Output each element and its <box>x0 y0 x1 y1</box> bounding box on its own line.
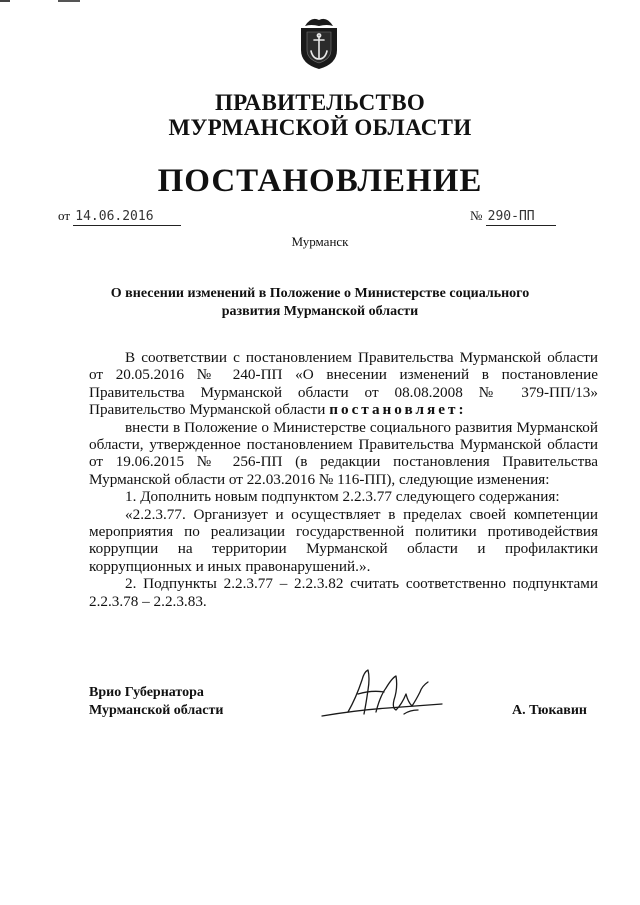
government-name-line2: МУРМАНСКОЙ ОБЛАСТИ <box>168 115 472 140</box>
scan-mark <box>0 0 10 2</box>
body-intro <box>89 349 598 419</box>
date-value: 14.06.2016 <box>73 209 181 226</box>
signatory-position <box>89 684 223 720</box>
document-type: ПОСТАНОВЛЕНИЕ <box>157 163 483 199</box>
scan-mark <box>58 0 80 2</box>
body-item-1-quote: «2.2.3.77. Организует и осуществляет в пределах своей компетенции мероприятия по реализации государственной политики противодействия коррупции на территории Мурманской области и профилактики коррупционных и иных правонарушений.». <box>89 505 598 575</box>
number-block <box>470 208 556 226</box>
government-name-line1: ПРАВИТЕЛЬСТВО <box>214 90 426 115</box>
document-subject: О внесении изменений в Положение о Министерстве социального развития Мурманской области <box>110 286 530 319</box>
number-prefix: № <box>470 208 483 223</box>
signatory-name: А. Тюкавин <box>512 703 587 718</box>
position-line2: Мурманской области <box>89 703 224 718</box>
date-prefix: от <box>58 208 71 223</box>
murmansk-coat-of-arms-icon <box>297 14 341 70</box>
handwritten-signature <box>318 664 448 724</box>
position-line1: Врио Губернатора <box>89 685 204 700</box>
body-main: внести в Положение о Министерстве социального развития Мурманской области, утвержденное постановлением Правительства Мурманской области от 19.06.2015 № 256-ПП (в редакции постановления Правительства Мурманской области от 22.03.2016 № 116-ПП), следующие изменения: <box>89 418 598 488</box>
body-item-1: 1. Дополнить новым подпунктом 2.2.3.77 следующего содержания: <box>125 488 560 506</box>
body-item-2: 2. Подпункты 2.2.3.77 – 2.2.3.82 считать соответственно подпунктами 2.2.3.78 – 2.2.3.83. <box>89 575 598 610</box>
resolves-word: постановляет: <box>329 401 467 419</box>
intro-text: В соответствии с постановлением Правительства Мурманской области от 20.05.2016 № 240-ПП «О внесении изменений в постановление Правительства Мурманской области от 08.08.2008 № 379-ПП/13» Правительство Мурманской области <box>89 349 598 419</box>
number-value: 290-ПП <box>486 209 556 226</box>
document-body <box>89 349 598 610</box>
date-block <box>58 208 181 226</box>
city: Мурманск <box>291 234 349 249</box>
